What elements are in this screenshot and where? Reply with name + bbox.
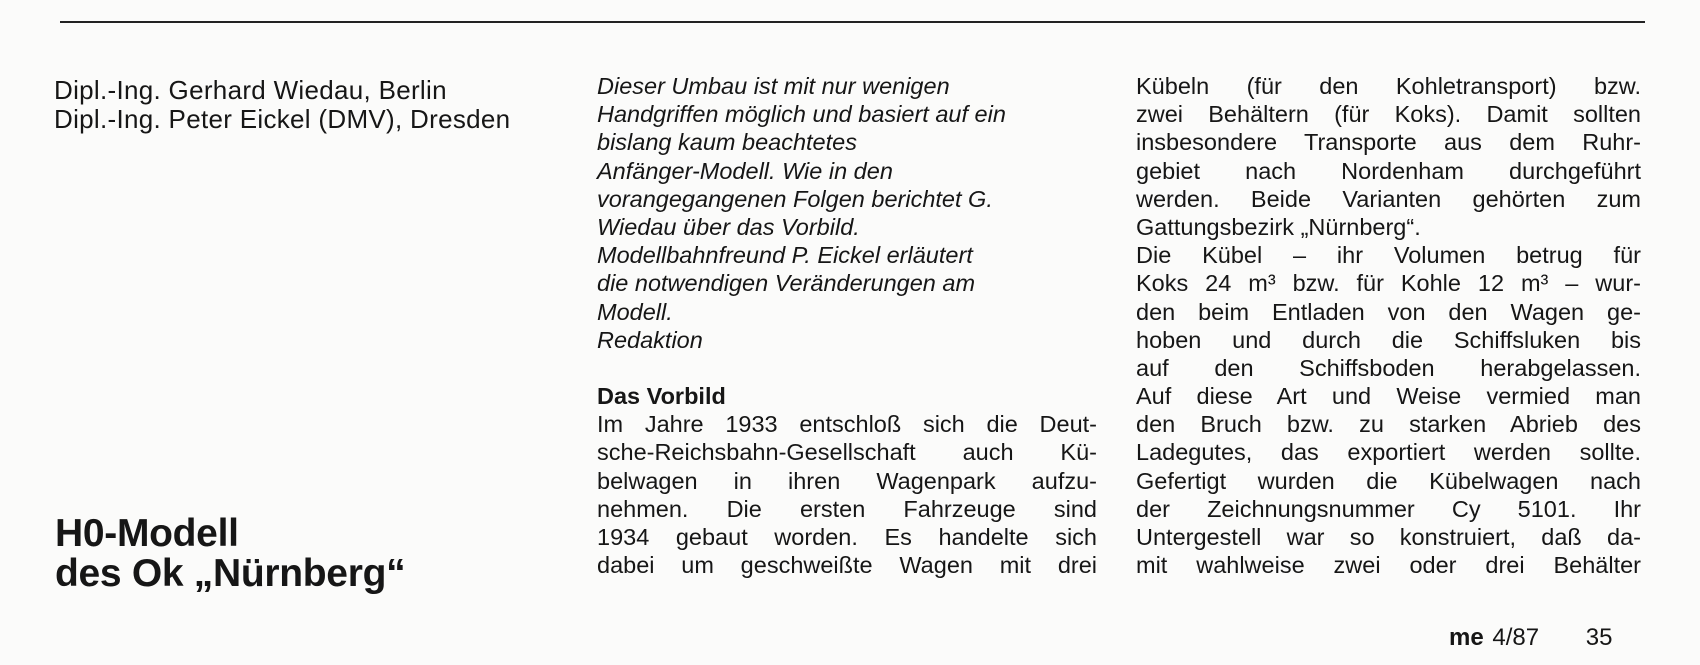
intro-line: Anfänger-Modell. Wie in den [597,157,893,184]
intro-line: Modell. [597,298,673,325]
body-line: belwagen in ihren Wagenpark aufzu- [597,467,1097,494]
page-footer [1449,624,1612,652]
body-line: Im Jahre 1933 entschloß sich die Deut- [597,411,1097,438]
article-headline [55,514,405,594]
body-line: nehmen. Die ersten Fahrzeuge sind [597,495,1097,522]
body-line: Die Kübel – ihr Volumen betrug für [1136,242,1641,269]
intro-line: vorangegangenen Folgen berichtet G. [597,185,993,212]
intro-line: Handgriffen möglich und basiert auf ein [597,101,1006,128]
headline-line: H0-Modell [55,512,239,555]
intro-line: Redaktion [597,326,703,353]
body-line: Ladegutes, das exportiert werden sollte. [1136,439,1641,466]
column-right [1136,72,1641,579]
body-line: den beim Entladen von den Wagen ge- [1136,298,1641,325]
issue-number: 4/87 [1492,624,1540,651]
column-middle [597,72,1097,579]
body-line: den Bruch bzw. zu starken Abrieb des [1136,411,1641,438]
body-line: Gattungsbezirk „Nürnberg“. [1136,213,1421,240]
page-number: 35 [1585,624,1613,651]
intro-line: die notwendigen Veränderungen am [597,270,976,297]
body-line: zwei Behältern (für Koks). Damit sollten [1136,101,1641,128]
section-heading: Das Vorbild [597,383,726,410]
intro-line: bislang kaum beachtetes [597,129,857,156]
body-line: dabei um geschweißte Wagen mit drei [597,552,1097,579]
body-line: Auf diese Art und Weise vermied man [1136,383,1641,410]
body-line: insbesondere Transporte aus dem Ruhr- [1136,129,1641,156]
author-line: Dipl.-Ing. Peter Eickel (DMV), Dresden [54,104,511,134]
intro-line: Dieser Umbau ist mit nur wenigen [597,73,950,99]
body-line: werden. Beide Varianten gehörten zum [1136,185,1641,212]
author-list [54,76,510,134]
top-rule [60,21,1645,23]
headline-line: des Ok „Nürnberg“ [55,552,406,595]
intro-line: Wiedau über das Vorbild. [597,214,860,241]
body-line: gebiet nach Nordenham durchgeführt [1136,157,1641,184]
body-line: Untergestell war so konstruiert, daß da- [1136,524,1641,550]
body-line: Gefertigt wurden die Kübelwagen nach [1136,467,1641,494]
body-line: mit wahlweise zwei oder drei Behälter [1136,552,1641,579]
intro-line: Modellbahnfreund P. Eickel erläutert [597,242,973,269]
body-line: Kübeln (für den Kohletransport) bzw. [1136,73,1641,99]
author-line: Dipl.-Ing. Gerhard Wiedau, Berlin [54,75,447,105]
section-body [597,410,1097,579]
body-line: Koks 24 m³ bzw. für Kohle 12 m³ – wur- [1136,270,1641,297]
magazine-name: me [1449,624,1484,651]
body-line: der Zeichnungsnummer Cy 5101. Ihr [1136,495,1641,522]
body-line: auf den Schiffsboden herabgelassen. [1136,354,1641,381]
body-line: hoben und durch die Schiffsluken bis [1136,326,1641,353]
body-line: sche-Reichsbahn-Gesellschaft auch Kü- [597,439,1097,466]
intro-text [597,72,1097,354]
body-line: 1934 gebaut worden. Es handelte sich [597,523,1097,550]
